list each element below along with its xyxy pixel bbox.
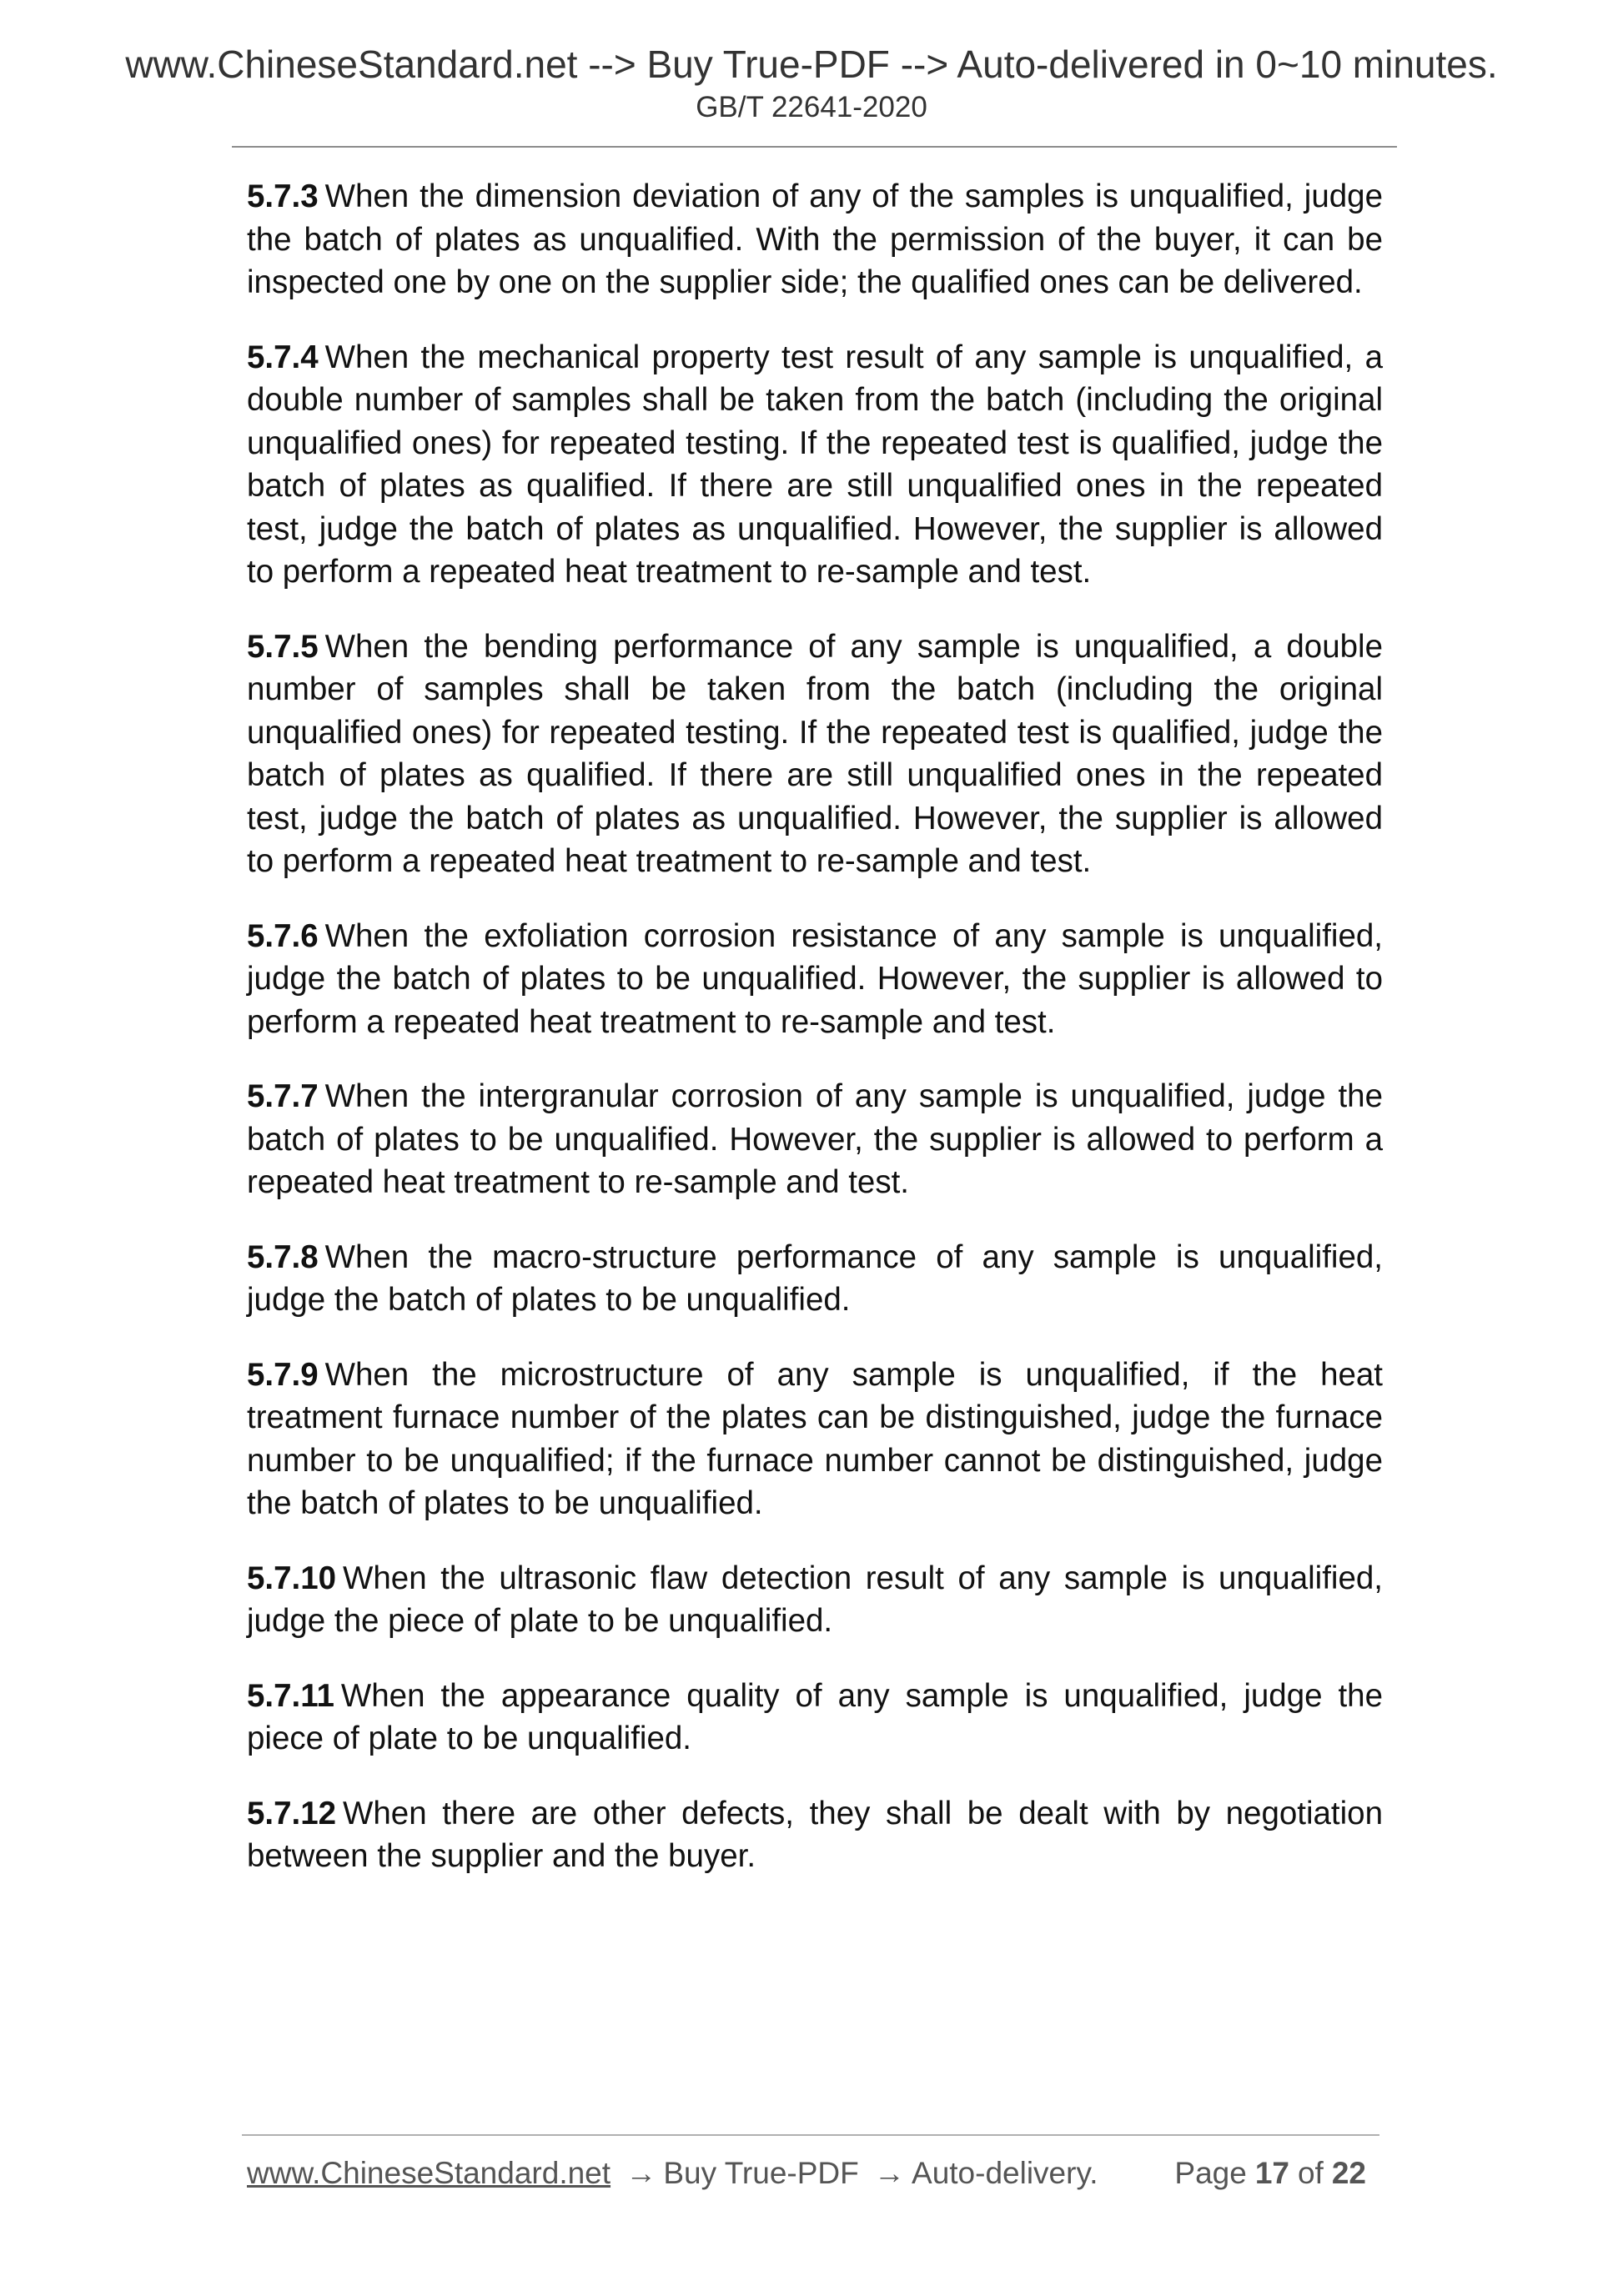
clause-number: 5.7.9 — [247, 1356, 319, 1393]
clause-number: 5.7.11 — [247, 1677, 334, 1714]
clause-text: When the macro-structure performance of any sample is unqualified, judge the batch of plates to be unqualified. — [247, 1238, 1383, 1318]
clause-text: When the microstructure of any sample is unqualified, if the heat treatment furnace number of the plates can be distinguished, judge the furnace number to be unqualified; if the furnace number cannot be distinguished, judge the batch of plates to be unqualified. — [247, 1356, 1383, 1521]
clause-text: When the bending performance of any sample is unqualified, a double number of samples shall be taken from the batch (including the original unqualified ones) for repeated testing. If the repeated test is qualified, judge the batch of plates as qualified. If there are still unqualified ones in the repeated test, judge the batch of plates as unqualified. However, the supplier is allowed to perform a repeated heat treatment to re-sample and test. — [247, 628, 1383, 879]
clause-5-7-12 — [247, 1792, 1383, 1878]
auto-delivery-text: Auto-delivery. — [912, 2156, 1098, 2190]
clause-number: 5.7.6 — [247, 917, 319, 954]
clause-5-7-8 — [247, 1236, 1383, 1322]
clause-text: When there are other defects, they shall be dealt with by negotiation between the supplier and the buyer. — [247, 1795, 1383, 1874]
footer-links — [247, 2155, 1098, 2192]
clause-5-7-11 — [247, 1675, 1383, 1761]
clause-5-7-6 — [247, 915, 1383, 1044]
site-link[interactable]: www.ChineseStandard.net — [247, 2156, 611, 2190]
footer-divider — [242, 2134, 1379, 2136]
header-divider — [232, 146, 1397, 148]
clause-number: 5.7.10 — [247, 1560, 337, 1596]
clause-number: 5.7.3 — [247, 178, 319, 214]
clause-number: 5.7.4 — [247, 339, 319, 375]
clause-text: When the mechanical property test result of any sample is unqualified, a double number of samples shall be taken from the batch (including the original unqualified ones) for repeated testing. If the repeated test is qualified, judge the batch of plates as qualified. If there are still unqualified ones in the repeated test, judge the batch of plates as unqualified. However, the supplier is allowed to perform a repeated heat treatment to re-sample and test. — [247, 339, 1383, 590]
page-label: Page — [1174, 2156, 1247, 2190]
of-label: of — [1297, 2156, 1324, 2190]
clause-number: 5.7.5 — [247, 628, 319, 665]
page-current: 17 — [1254, 2156, 1289, 2190]
clause-text: When the exfoliation corrosion resistance of any sample is unqualified, judge the batch of plates to be unqualified. However, the supplier is allowed to perform a repeated heat treatment to re-sample and test. — [247, 917, 1383, 1040]
clause-number: 5.7.7 — [247, 1078, 319, 1114]
clause-5-7-10 — [247, 1557, 1383, 1643]
clause-5-7-3 — [247, 175, 1383, 304]
page-total: 22 — [1331, 2156, 1366, 2190]
clause-text: When the ultrasonic flaw detection result of any sample is unqualified, judge the piece of plate to be unqualified. — [247, 1560, 1383, 1639]
clause-text: When the intergranular corrosion of any sample is unqualified, judge the batch of plates to be unqualified. However, the supplier is allowed to perform a repeated heat treatment to re-sample and test. — [247, 1078, 1383, 1200]
clause-text: When the dimension deviation of any of the samples is unqualified, judge the batch of plates as unqualified. With the permission of the buyer, it can be inspected one by one on the supplier side; the qualified ones can be delivered. — [247, 178, 1383, 300]
clause-5-7-7 — [247, 1075, 1383, 1204]
arrow-right-icon: → — [874, 2156, 906, 2190]
document-body — [247, 175, 1383, 1910]
standard-code: GB/T 22641-2020 — [696, 91, 927, 123]
page-indicator — [1174, 2155, 1374, 2192]
clause-5-7-9 — [247, 1354, 1383, 1525]
clause-5-7-5 — [247, 625, 1383, 883]
clause-number: 5.7.8 — [247, 1238, 319, 1275]
header-banner: www.ChineseStandard.net --> Buy True-PDF --> Auto-delivered in 0~10 minutes. — [125, 43, 1498, 86]
buy-true-pdf-text: Buy True-PDF — [663, 2156, 859, 2190]
clause-text: When the appearance quality of any sample is unqualified, judge the piece of plate to be unqualified. — [247, 1677, 1383, 1756]
arrow-right-icon: → — [626, 2156, 657, 2190]
clause-5-7-4 — [247, 336, 1383, 594]
clause-number: 5.7.12 — [247, 1795, 337, 1831]
